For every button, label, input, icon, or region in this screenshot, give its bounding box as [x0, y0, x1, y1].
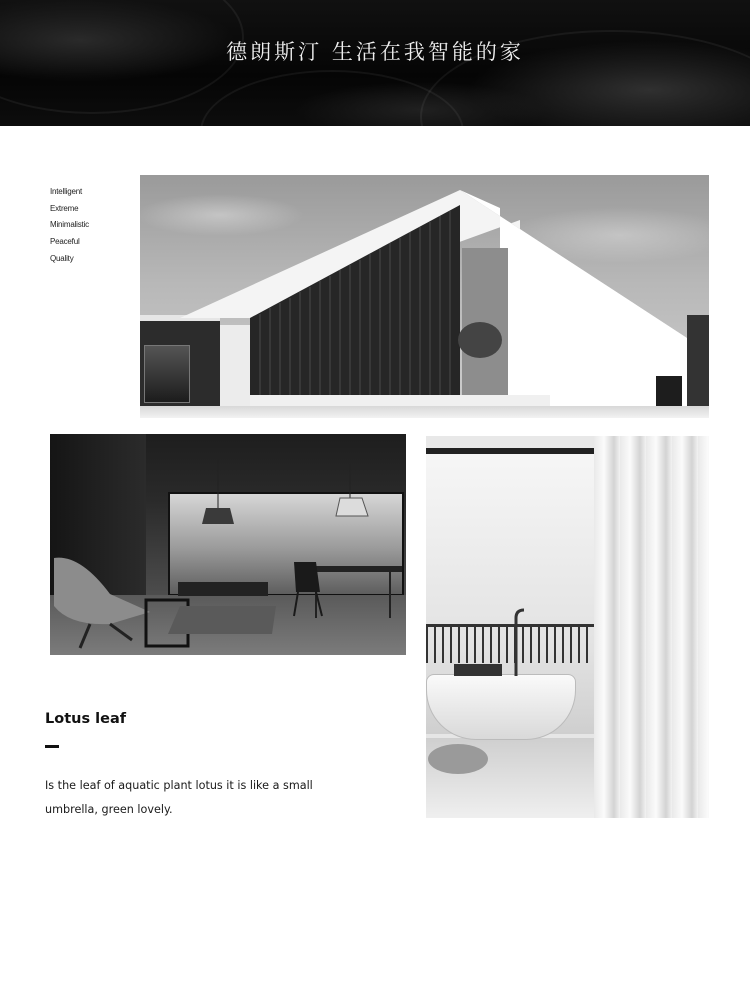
- keyword-list: [50, 184, 89, 268]
- header-banner: [0, 0, 750, 126]
- banner-title: 德朗斯汀 生活在我智能的家: [226, 40, 524, 64]
- keyword-item: Extreme: [50, 203, 79, 213]
- neighbor-building-right: [687, 315, 709, 410]
- title-underline: [45, 745, 59, 748]
- keyword-item: Minimalistic: [50, 220, 89, 230]
- section-title: Lotus leaf: [45, 711, 127, 727]
- section-body: Is the leaf of aquatic plant lotus it is like a small umbrella, green lovely.: [45, 779, 313, 816]
- house-exterior-photo: [140, 175, 709, 418]
- living-room-photo: [50, 434, 406, 655]
- keyword-item: Peaceful: [50, 237, 80, 247]
- house-facade: [180, 190, 690, 410]
- furniture: [50, 434, 406, 655]
- ground: [140, 406, 709, 418]
- keyword-item: Quality: [50, 253, 74, 263]
- bathroom-photo: [426, 436, 709, 818]
- bath-mat: [428, 744, 488, 774]
- keyword-item: Intelligent: [50, 187, 83, 196]
